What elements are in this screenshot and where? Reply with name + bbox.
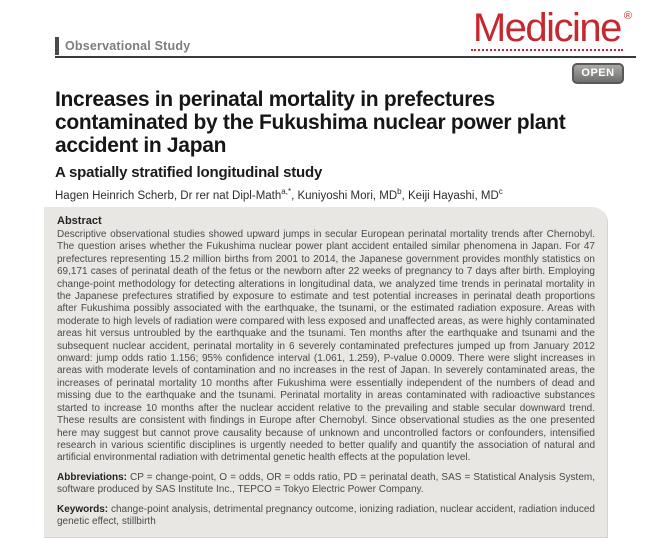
author-separator: , [291, 190, 298, 202]
keywords-paragraph [57, 504, 595, 529]
keywords-text: change-point analysis, detrimental pregnancy outcome, ionizing radiation, nuclear accident, radiation induced genetic effect, stillbirth [57, 503, 595, 527]
author-name: Kuniyoshi Mori, MD [297, 190, 398, 202]
category-label: Observational Study [65, 39, 191, 53]
abstract-heading: Abstract [57, 215, 102, 227]
journal-logo [471, 8, 631, 51]
abbreviations-label: Abbreviations: [57, 471, 128, 483]
masthead-divider [55, 56, 636, 58]
author-affiliation-marker: c [498, 187, 503, 197]
author-name: Keiji Hayashi, MD [408, 190, 499, 202]
journal-logo-text: Medicine [472, 6, 621, 50]
abstract-box [44, 207, 608, 538]
author-list [55, 187, 613, 202]
article-title: Increases in perinatal mortality in prefectures contaminated by the Fukushima nuclear power plant accident in Japan [55, 88, 566, 157]
author-name: Hagen Heinrich Scherb, Dr rer nat Dipl-Math [55, 190, 282, 202]
author-separator: , [401, 190, 408, 202]
article-subtitle: A spatially stratified longitudinal study [55, 164, 323, 181]
keywords-label: Keywords: [57, 503, 109, 515]
abbreviations-paragraph [57, 472, 595, 497]
author-affiliation-marker: b [397, 187, 402, 197]
open-access-badge: OPEN [572, 63, 624, 84]
abbreviations-text: CP = change-point, O = odds, OR = odds ratio, PD = perinatal death, SAS = Statistical Analysis System, software produced by SAS Institute Inc., TEPCO = Tokyo Electric Power Company. [57, 471, 595, 496]
abstract-body-text: Descriptive observational studies showed upward jumps in secular European perinatal mortality trends after Chernobyl. The question arises whether the Fukushima nuclear power plant accident entailed similar phenomena in Japan. For 47 prefectures representing 15.2 million births from 2001 to 2014, the Japanese government provides monthly statistics on 69,171 cases of perinatal death of the fetus or the newborn after 22 weeks of pregnancy to 7 days after birth. Employing change-point methodology for detecting alterations in longitudinal data, we analyzed time trends in perinatal mortality in the Japanese prefectures stratified by exposure to estimate and test potential increases in perinatal death proportions after Fukushima possibly associated with the earthquake, the tsunami, or the estimated radiation exposure. Areas with moderate to high levels of radiation were compared with less exposed and unaffected areas, as were highly contaminated areas hit versus untroubled by the earthquake and the tsunami. Ten months after the earthquake and tsunami and the subsequent nuclear accident, perinatal mortality in 6 severely contaminated prefectures jumped up from January 2012 onward: jump odds ratio 1.156; 95% confidence interval (1.061, 1.259), P-value 0.0009. There were slight increases in areas with moderate levels of contamination and no increases in the rest of Japan. In severely contaminated areas, the increases of perinatal mortality 10 months after Fukushima were essentially independent of the numbers of dead and missing due to the earthquake and the tsunami. Perinatal mortality in areas contaminated with radioactive substances started to increase 10 months after the nuclear accident relative to the prevailing and stable secular downward trend. These results are consistent with findings in Europe after Chernobyl. Since observational studies as the one presented here may suggest but cannot prove causality because of unknown and uncontrolled factors or confounders, intensified research in various scientific disciplines is urgently needed to better qualify and quantify the association of natural and artificial environmental radiation with detrimental genetic health effects at the population level. [57, 229, 595, 464]
article-category [55, 37, 190, 55]
registered-trademark-icon: ® [623, 10, 632, 22]
category-accent-bar [55, 37, 59, 55]
author-affiliation-marker: a,* [281, 187, 292, 197]
